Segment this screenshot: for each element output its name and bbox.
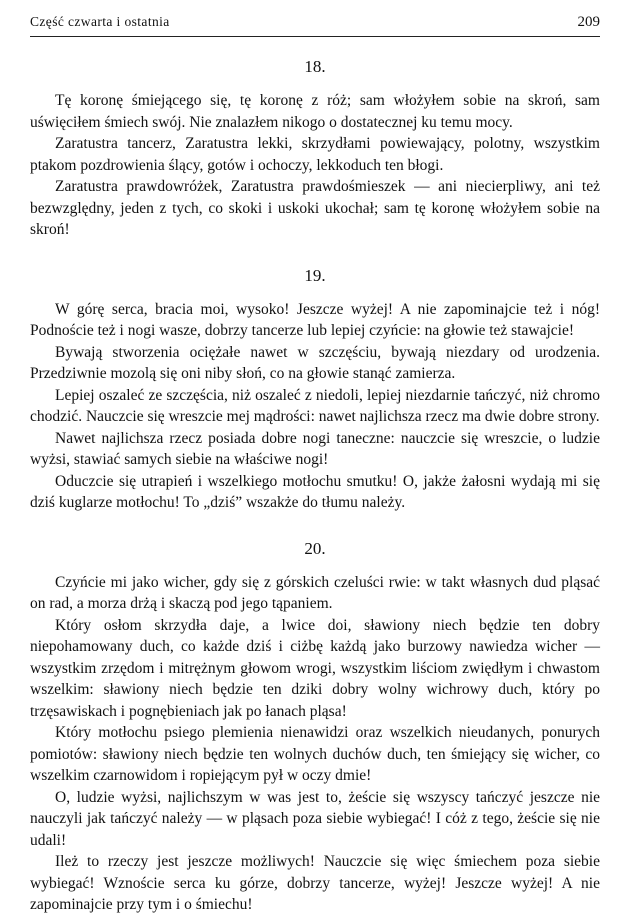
section-gap — [30, 241, 600, 261]
section-number-20: 20. — [304, 538, 326, 558]
paragraph: Oduczcie się utrapień i wszelkiego motłochu smutku! O, jakże żałosni wydają mi się dziś kuglarze motłochu! To „dziś” wszakże do tłumu należy. — [30, 472, 600, 511]
paragraph: W górę serca, bracia moi, wysoko! Jeszcze wyżej! A nie zapominajcie też i nóg! Podnoście też i nogi wasze, dobrzy tancerze lub lepiej czyńcie: na głowie też stawajcie! — [30, 300, 600, 339]
section-number-18: 18. — [304, 57, 326, 76]
section-gap — [30, 514, 600, 534]
running-title: Część czwarta i ostatnia — [30, 14, 170, 29]
header-rule — [30, 36, 600, 37]
paragraph: Nawet najlichsza rzecz posiada dobre nogi taneczne: nauczcie się wreszcie, o ludzie wyżsi, stawiać samych siebie na właściwe nogi! — [30, 429, 600, 468]
paragraph: Który motłochu psiego plemienia nienawidzi oraz wszelkich nieudanych, ponurych pomiotów: sławiony niech będzie ten wolnych duchów duch, ten śmiejący się wicher, co wszelkim czarnowidom i ropiejącym pył w oczy dmie! — [30, 724, 600, 784]
paragraph: Tę koronę śmiejącego się, tę koronę z róż; sam włożyłem sobie na skroń, sam uświęciłem śmiech swój. Nie znalazłem nikogo o dostatecznej ku temu mocy. — [30, 92, 600, 131]
running-header — [30, 14, 600, 36]
paragraph: Ileż to rzeczy jest jeszcze możliwych! Nauczcie się więc śmiechem poza siebie wybiegać! Wznoście serca ku górze, dobrzy tancerze, wyżej! Jeszcze wyżej! A nie zapominajcie przy tym i o śmiechu! — [30, 853, 600, 913]
paragraph: Zaratustra tancerz, Zaratustra lekki, skrzydłami powiewający, polotny, wszystkim ptakom pozdrowienia ślący, gotów i ochoczy, lekkoduch ten błogi. — [30, 135, 600, 174]
page-number: 209 — [577, 14, 600, 30]
paragraph: Bywają stworzenia ociężałe nawet w szczęściu, bywają niezdary od urodzenia. Przedziwnie mozolą się oni niby słoń, co na głowie stanąć zamierza. — [30, 343, 600, 382]
paragraph: Lepiej oszaleć ze szczęścia, niż oszaleć z niedoli, lepiej niezdarnie tańczyć, niż chromo chodzić. Nauczcie się wreszcie mej mądrości: nawet najlichsza rzecz ma dwie dobre strony. — [30, 386, 600, 425]
page-body — [30, 52, 600, 916]
paragraph: Zaratustra prawdowróżek, Zaratustra prawdośmieszek — ani niecierpliwy, ani też bezwzględny, jeden z tych, co skoki i uskoki ukochał; sam tę koronę włożyłem sobie na skroń! — [30, 178, 600, 238]
section-number-19: 19. — [304, 265, 326, 285]
paragraph: Czyńcie mi jako wicher, gdy się z górskich czeluści rwie: w takt własnych dud pląsać on rad, a morza drżą i skaczą pod jego tąpaniem. — [30, 573, 600, 612]
paragraph: O, ludzie wyżsi, najlichszym w was jest to, żeście się wszyscy tańczyć jeszcze nie nauczyli jak tańczyć należy — w pląsach poza siebie wybiegać! I cóż z tego, żeście się nie udali! — [30, 788, 600, 849]
paragraph: Który osłom skrzydła daje, a lwice doi, sławiony niech będzie ten dobry niepohamowany duch, co każde dziś i ciżbę każdą jako burzowy nawiedza wicher — wszystkim zrzędom i mitrężnym głowom wrogi, wszystkim liściom zwiędłym i chwastom wszelkim: sławiony niech będzie ten dziki dobry wolny wichrowy duch, który po trzęsawiskach i pognębieniach jak po łanach pląsa! — [30, 616, 600, 720]
